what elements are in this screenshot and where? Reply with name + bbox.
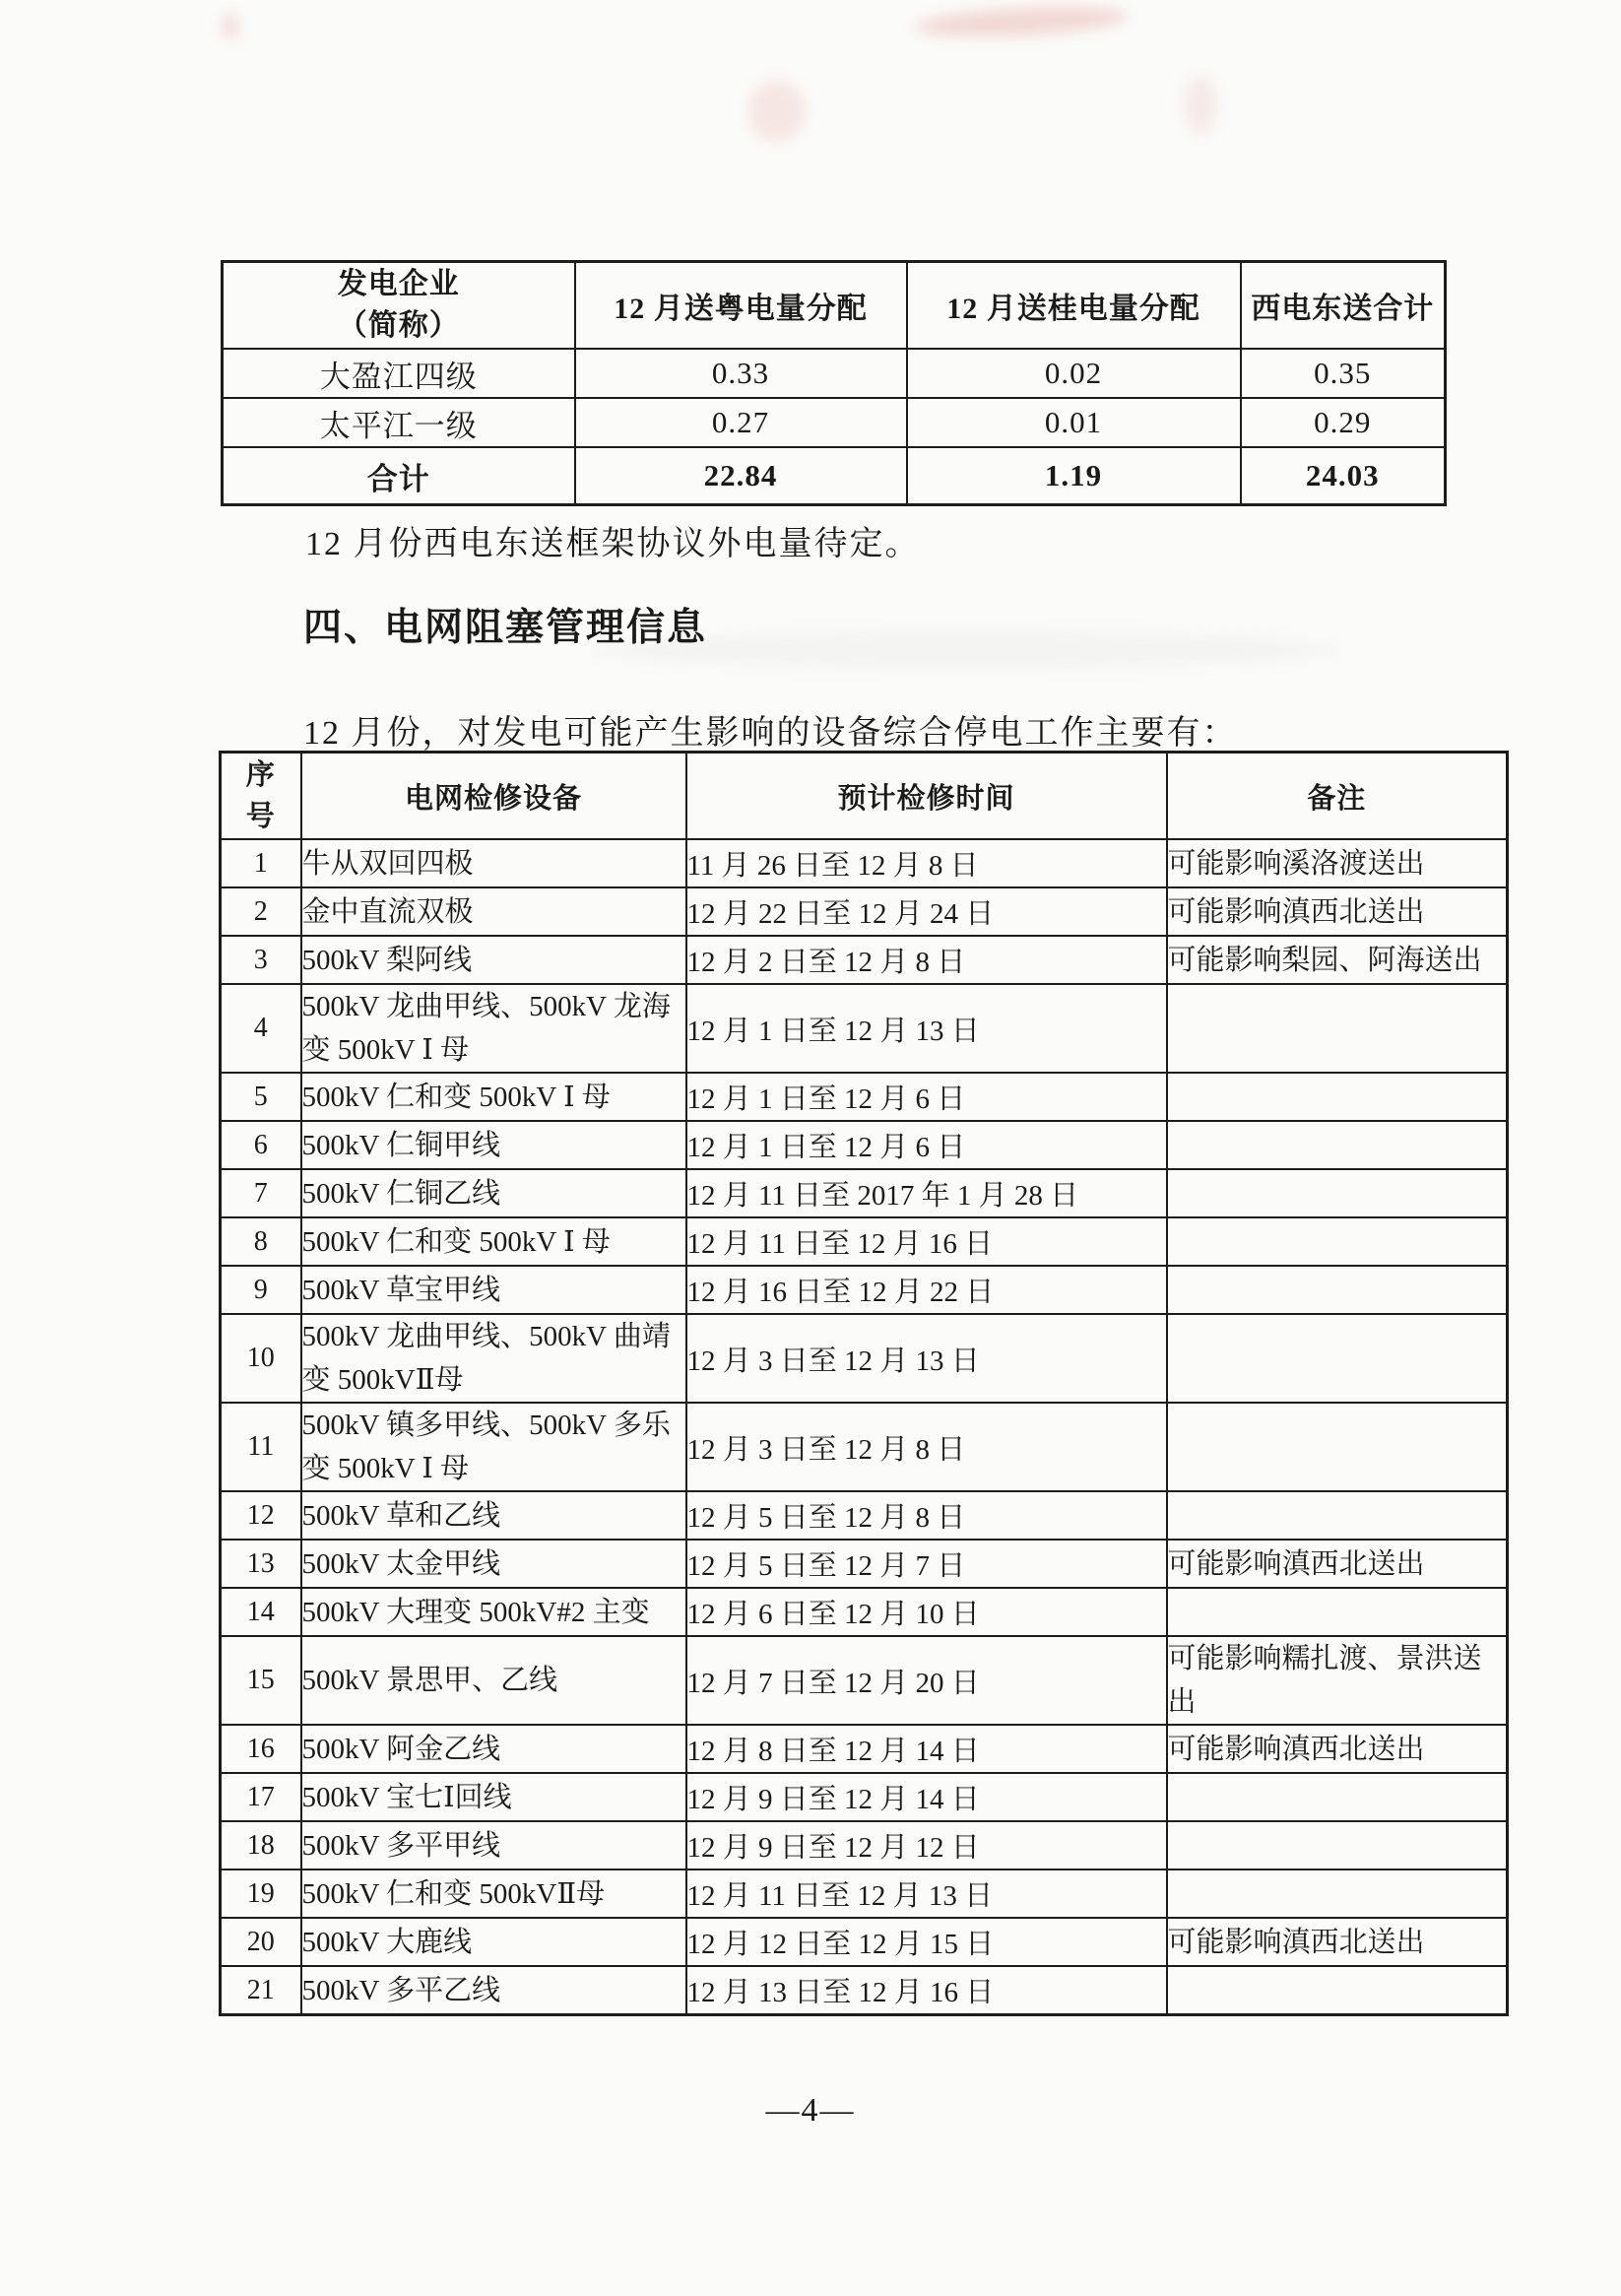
row-number-cell: 6 <box>221 1121 301 1169</box>
time-cell: 12 月 1 日至 12 月 6 日 <box>686 1073 1167 1121</box>
device-cell: 500kV 仁和变 500kV Ⅰ 母 <box>301 1073 686 1121</box>
device-cell: 500kV 太金甲线 <box>301 1540 686 1588</box>
maintenance-table-body <box>221 839 1508 2015</box>
device-cell: 牛从双回四极 <box>301 839 686 887</box>
device-cell: 500kV 多平乙线 <box>301 1966 686 2015</box>
note-cell <box>1167 1121 1508 1169</box>
time-cell: 12 月 3 日至 12 月 8 日 <box>686 1403 1167 1491</box>
note-cell <box>1167 1073 1508 1121</box>
note-cell: 可能影响滇西北送出 <box>1167 1725 1508 1773</box>
table-row <box>221 1403 1508 1491</box>
total-cell: 0.35 <box>1241 349 1446 398</box>
table-row <box>221 1918 1508 1966</box>
device-cell: 500kV 仁铜乙线 <box>301 1169 686 1217</box>
row-number-cell: 1 <box>221 839 301 887</box>
note-cell <box>1167 1266 1508 1314</box>
guangxi-cell: 1.19 <box>907 447 1241 505</box>
table-row <box>221 839 1508 887</box>
header-cell-guangxi: 12 月送桂电量分配 <box>907 262 1241 350</box>
device-cell: 500kV 大鹿线 <box>301 1918 686 1966</box>
row-number-cell: 18 <box>221 1821 301 1870</box>
note-cell <box>1167 1966 1508 2015</box>
table-row <box>221 1217 1508 1266</box>
time-cell: 12 月 1 日至 12 月 13 日 <box>686 984 1167 1073</box>
device-cell: 500kV 景思甲、乙线 <box>301 1636 686 1725</box>
header-company-line1: 发电企业 <box>337 268 460 300</box>
row-number-cell: 16 <box>221 1725 301 1773</box>
time-cell: 11 月 26 日至 12 月 8 日 <box>686 839 1167 887</box>
row-number-cell: 2 <box>221 887 301 936</box>
device-cell: 500kV 宝七Ⅰ回线 <box>301 1773 686 1821</box>
time-cell: 12 月 16 日至 12 月 22 日 <box>686 1266 1167 1314</box>
time-cell: 12 月 8 日至 12 月 14 日 <box>686 1725 1167 1773</box>
header-cell-company <box>223 262 575 350</box>
table-row <box>221 984 1508 1073</box>
table-total-row <box>223 447 1446 505</box>
row-number-cell: 19 <box>221 1870 301 1918</box>
table-row <box>221 887 1508 936</box>
page-number: —4— <box>765 2092 856 2129</box>
device-cell: 500kV 阿金乙线 <box>301 1725 686 1773</box>
header-cell-index <box>221 753 301 840</box>
maintenance-table <box>219 751 1509 2016</box>
row-number-cell: 21 <box>221 1966 301 2015</box>
time-cell: 12 月 5 日至 12 月 7 日 <box>686 1540 1167 1588</box>
header-cell-total: 西电东送合计 <box>1241 262 1446 350</box>
header-cell-device: 电网检修设备 <box>301 753 686 840</box>
time-cell: 12 月 12 日至 12 月 15 日 <box>686 1918 1167 1966</box>
note-cell <box>1167 1821 1508 1870</box>
time-cell: 12 月 22 日至 12 月 24 日 <box>686 887 1167 936</box>
paragraph-outage-intro: 12 月份，对发电可能产生影响的设备综合停电工作主要有： <box>303 715 1238 752</box>
note-cell <box>1167 984 1508 1073</box>
time-cell: 12 月 3 日至 12 月 13 日 <box>686 1314 1167 1403</box>
device-cell: 500kV 龙曲甲线、500kV 龙海变 500kV Ⅰ 母 <box>301 984 686 1073</box>
device-cell: 500kV 大理变 500kV#2 主变 <box>301 1588 686 1636</box>
device-cell: 500kV 草和乙线 <box>301 1491 686 1540</box>
row-number-cell: 11 <box>221 1403 301 1491</box>
row-number-cell: 9 <box>221 1266 301 1314</box>
table-row <box>223 398 1446 447</box>
guangxi-cell: 0.02 <box>907 349 1241 398</box>
table-header-row <box>223 262 1446 350</box>
table-row <box>221 1773 1508 1821</box>
device-cell: 500kV 龙曲甲线、500kV 曲靖变 500kVⅡ母 <box>301 1314 686 1403</box>
time-cell: 12 月 7 日至 12 月 20 日 <box>686 1636 1167 1725</box>
row-number-cell: 3 <box>221 936 301 984</box>
scan-artifact <box>223 14 238 39</box>
guangxi-cell: 0.01 <box>907 398 1241 447</box>
note-cell <box>1167 1314 1508 1403</box>
row-number-cell: 17 <box>221 1773 301 1821</box>
table-row <box>221 1636 1508 1725</box>
row-number-cell: 4 <box>221 984 301 1073</box>
table-header-row <box>221 753 1508 840</box>
time-cell: 12 月 6 日至 12 月 10 日 <box>686 1588 1167 1636</box>
note-cell: 可能影响滇西北送出 <box>1167 1540 1508 1588</box>
table-row <box>221 1073 1508 1121</box>
note-cell <box>1167 1217 1508 1266</box>
total-cell: 24.03 <box>1241 447 1446 505</box>
note-cell <box>1167 1588 1508 1636</box>
row-number-cell: 14 <box>221 1588 301 1636</box>
scan-artifact <box>1184 75 1217 134</box>
device-cell: 金中直流双极 <box>301 887 686 936</box>
paragraph-pending-energy: 12 月份西电东送框架协议外电量待定。 <box>305 526 921 562</box>
table-row <box>223 349 1446 398</box>
header-cell-guangdong: 12 月送粤电量分配 <box>575 262 907 350</box>
note-cell <box>1167 1491 1508 1540</box>
table-row <box>221 1870 1508 1918</box>
row-number-cell: 15 <box>221 1636 301 1725</box>
time-cell: 12 月 11 日至 12 月 13 日 <box>686 1870 1167 1918</box>
note-cell: 可能影响糯扎渡、景洪送出 <box>1167 1636 1508 1725</box>
device-cell: 500kV 草宝甲线 <box>301 1266 686 1314</box>
table-row <box>221 1169 1508 1217</box>
note-cell <box>1167 1169 1508 1217</box>
time-cell: 12 月 9 日至 12 月 12 日 <box>686 1821 1167 1870</box>
note-cell: 可能影响梨园、阿海送出 <box>1167 936 1508 984</box>
total-cell: 0.29 <box>1241 398 1446 447</box>
section-heading: 四、电网阻塞管理信息 <box>303 607 708 649</box>
table-row <box>221 1821 1508 1870</box>
table-row <box>221 1725 1508 1773</box>
row-number-cell: 5 <box>221 1073 301 1121</box>
note-cell <box>1167 1403 1508 1491</box>
table-row <box>221 936 1508 984</box>
company-cell: 大盈江四级 <box>223 349 575 398</box>
row-number-cell: 8 <box>221 1217 301 1266</box>
guangdong-cell: 22.84 <box>575 447 907 505</box>
time-cell: 12 月 11 日至 2017 年 1 月 28 日 <box>686 1169 1167 1217</box>
table-row <box>221 1266 1508 1314</box>
note-cell: 可能影响溪洛渡送出 <box>1167 839 1508 887</box>
table-row <box>221 1966 1508 2015</box>
table-row <box>221 1588 1508 1636</box>
device-cell: 500kV 仁铜甲线 <box>301 1121 686 1169</box>
time-cell: 12 月 1 日至 12 月 6 日 <box>686 1121 1167 1169</box>
table-row <box>221 1314 1508 1403</box>
guangdong-cell: 0.33 <box>575 349 907 398</box>
time-cell: 12 月 5 日至 12 月 8 日 <box>686 1491 1167 1540</box>
time-cell: 12 月 2 日至 12 月 8 日 <box>686 936 1167 984</box>
scan-artifact <box>915 2 1128 40</box>
note-cell: 可能影响滇西北送出 <box>1167 887 1508 936</box>
allocation-table <box>221 260 1447 506</box>
device-cell: 500kV 仁和变 500kVⅡ母 <box>301 1870 686 1918</box>
time-cell: 12 月 13 日至 12 月 16 日 <box>686 1966 1167 2015</box>
device-cell: 500kV 多平甲线 <box>301 1821 686 1870</box>
row-number-cell: 12 <box>221 1491 301 1540</box>
row-number-cell: 7 <box>221 1169 301 1217</box>
header-company-line2: （简称） <box>337 309 460 342</box>
row-number-cell: 20 <box>221 1918 301 1966</box>
row-number-cell: 10 <box>221 1314 301 1403</box>
company-cell: 合计 <box>223 447 575 505</box>
device-cell: 500kV 梨阿线 <box>301 936 686 984</box>
row-number-cell: 13 <box>221 1540 301 1588</box>
device-cell: 500kV 镇多甲线、500kV 多乐变 500kV Ⅰ 母 <box>301 1403 686 1491</box>
table-row <box>221 1491 1508 1540</box>
table-row <box>221 1540 1508 1588</box>
scan-artifact <box>748 81 806 142</box>
time-cell: 12 月 11 日至 12 月 16 日 <box>686 1217 1167 1266</box>
guangdong-cell: 0.27 <box>575 398 907 447</box>
header-cell-note: 备注 <box>1167 753 1508 840</box>
table-row <box>221 1121 1508 1169</box>
device-cell: 500kV 仁和变 500kV Ⅰ 母 <box>301 1217 686 1266</box>
note-cell <box>1167 1870 1508 1918</box>
note-cell: 可能影响滇西北送出 <box>1167 1918 1508 1966</box>
company-cell: 太平江一级 <box>223 398 575 447</box>
note-cell <box>1167 1773 1508 1821</box>
header-cell-time: 预计检修时间 <box>686 753 1167 840</box>
time-cell: 12 月 9 日至 12 月 14 日 <box>686 1773 1167 1821</box>
header-index-label: 序号 <box>245 758 276 832</box>
